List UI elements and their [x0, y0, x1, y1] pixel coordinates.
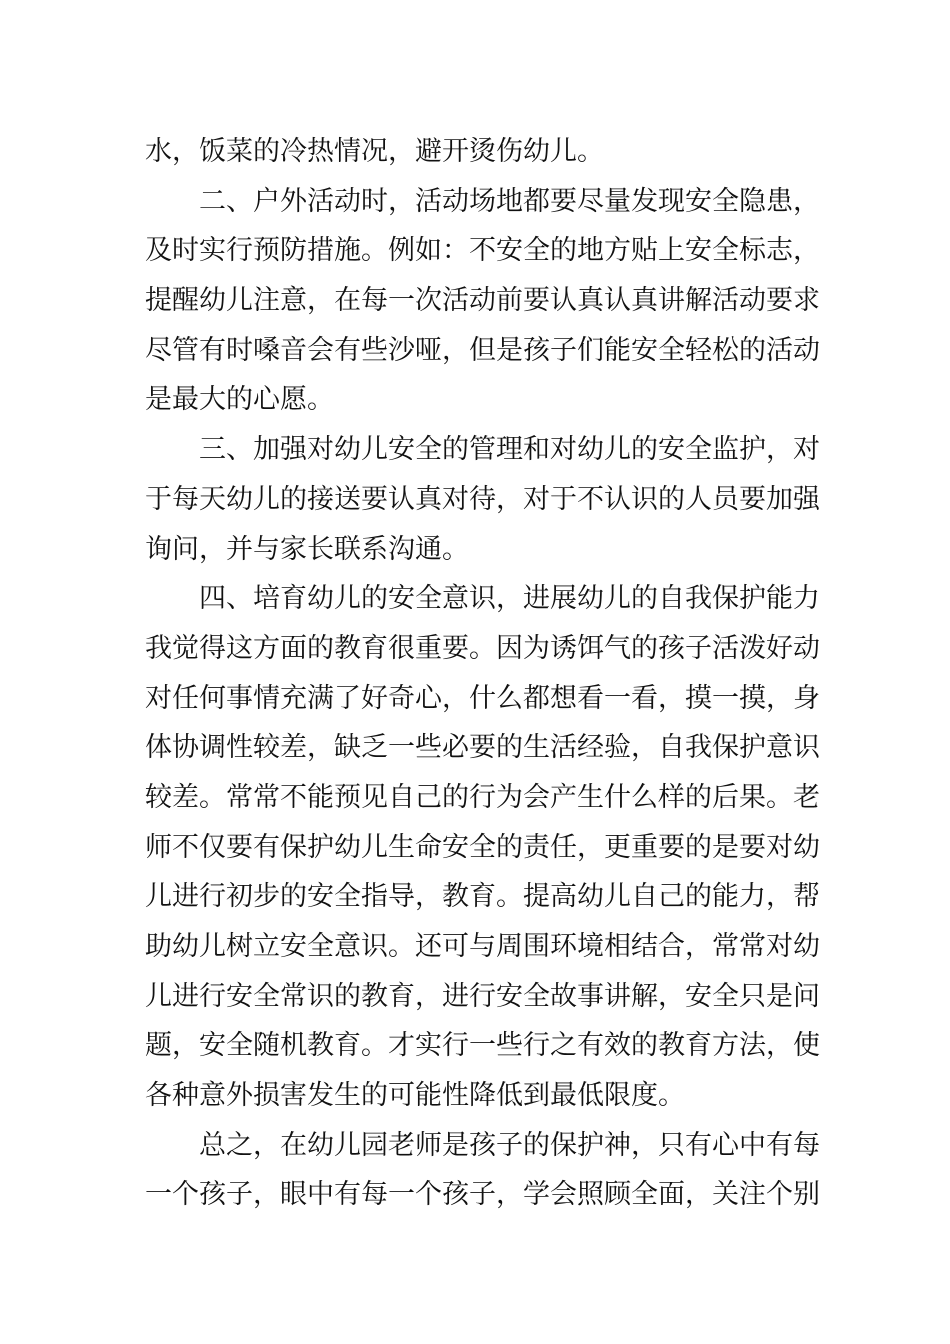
text-line: 题，安全随机教育。才实行一些行之有效的教育方法，使	[145, 1030, 820, 1062]
text-line: 三、加强对幼儿安全的管理和对幼儿的安全监护，对	[199, 434, 820, 466]
text-line: 四、培育幼儿的安全意识，进展幼儿的自我保护能力	[199, 583, 820, 615]
text-line: 提醒幼儿注意，在每一次活动前要认真认真讲解活动要求	[145, 285, 820, 317]
text-line: 水，饭菜的冷热情况，避开烫伤幼儿。	[145, 136, 604, 167]
text-line: 师不仅要有保护幼儿生命安全的责任，更重要的是要对幼	[145, 831, 820, 863]
text-line: 于每天幼儿的接送要认真对待，对于不认识的人员要加强	[145, 483, 820, 515]
text-line: 询问，并与家长联系沟通。	[145, 533, 469, 565]
text-line: 一个孩子，眼中有每一个孩子，学会照顾全面，关注个别	[145, 1179, 820, 1211]
text-line: 二、户外活动时，活动场地都要尽量发现安全隐患，	[199, 185, 820, 217]
text-line: 儿进行安全常识的教育，进行安全故事讲解，安全只是问	[145, 980, 820, 1012]
text-line: 各种意外损害发生的可能性降低到最低限度。	[145, 1080, 685, 1112]
text-line: 总之，在幼儿园老师是孩子的保护神，只有心中有每	[199, 1129, 820, 1161]
text-line: 较差。常常不能预见自己的行为会产生什么样的后果。老	[145, 781, 820, 813]
text-line: 我觉得这方面的教育很重要。因为诱饵气的孩子活泼好动	[145, 632, 820, 664]
text-line: 助幼儿树立安全意识。还可与周围环境相结合，常常对幼	[145, 931, 820, 962]
text-line: 及时实行预防措施。例如：不安全的地方贴上安全标志，	[145, 235, 820, 267]
text-line: 对任何事情充满了好奇心，什么都想看一看，摸一摸，身	[145, 682, 820, 714]
text-line: 是最大的心愿。	[145, 384, 334, 416]
text-line: 儿进行初步的安全指导，教育。提高幼儿自己的能力，帮	[145, 881, 820, 913]
text-line: 体协调性较差，缺乏一些必要的生活经验，自我保护意识	[145, 732, 820, 764]
text-line: 尽管有时嗓音会有些沙哑，但是孩子们能安全轻松的活动	[145, 334, 820, 366]
document-body-text	[145, 127, 820, 1220]
